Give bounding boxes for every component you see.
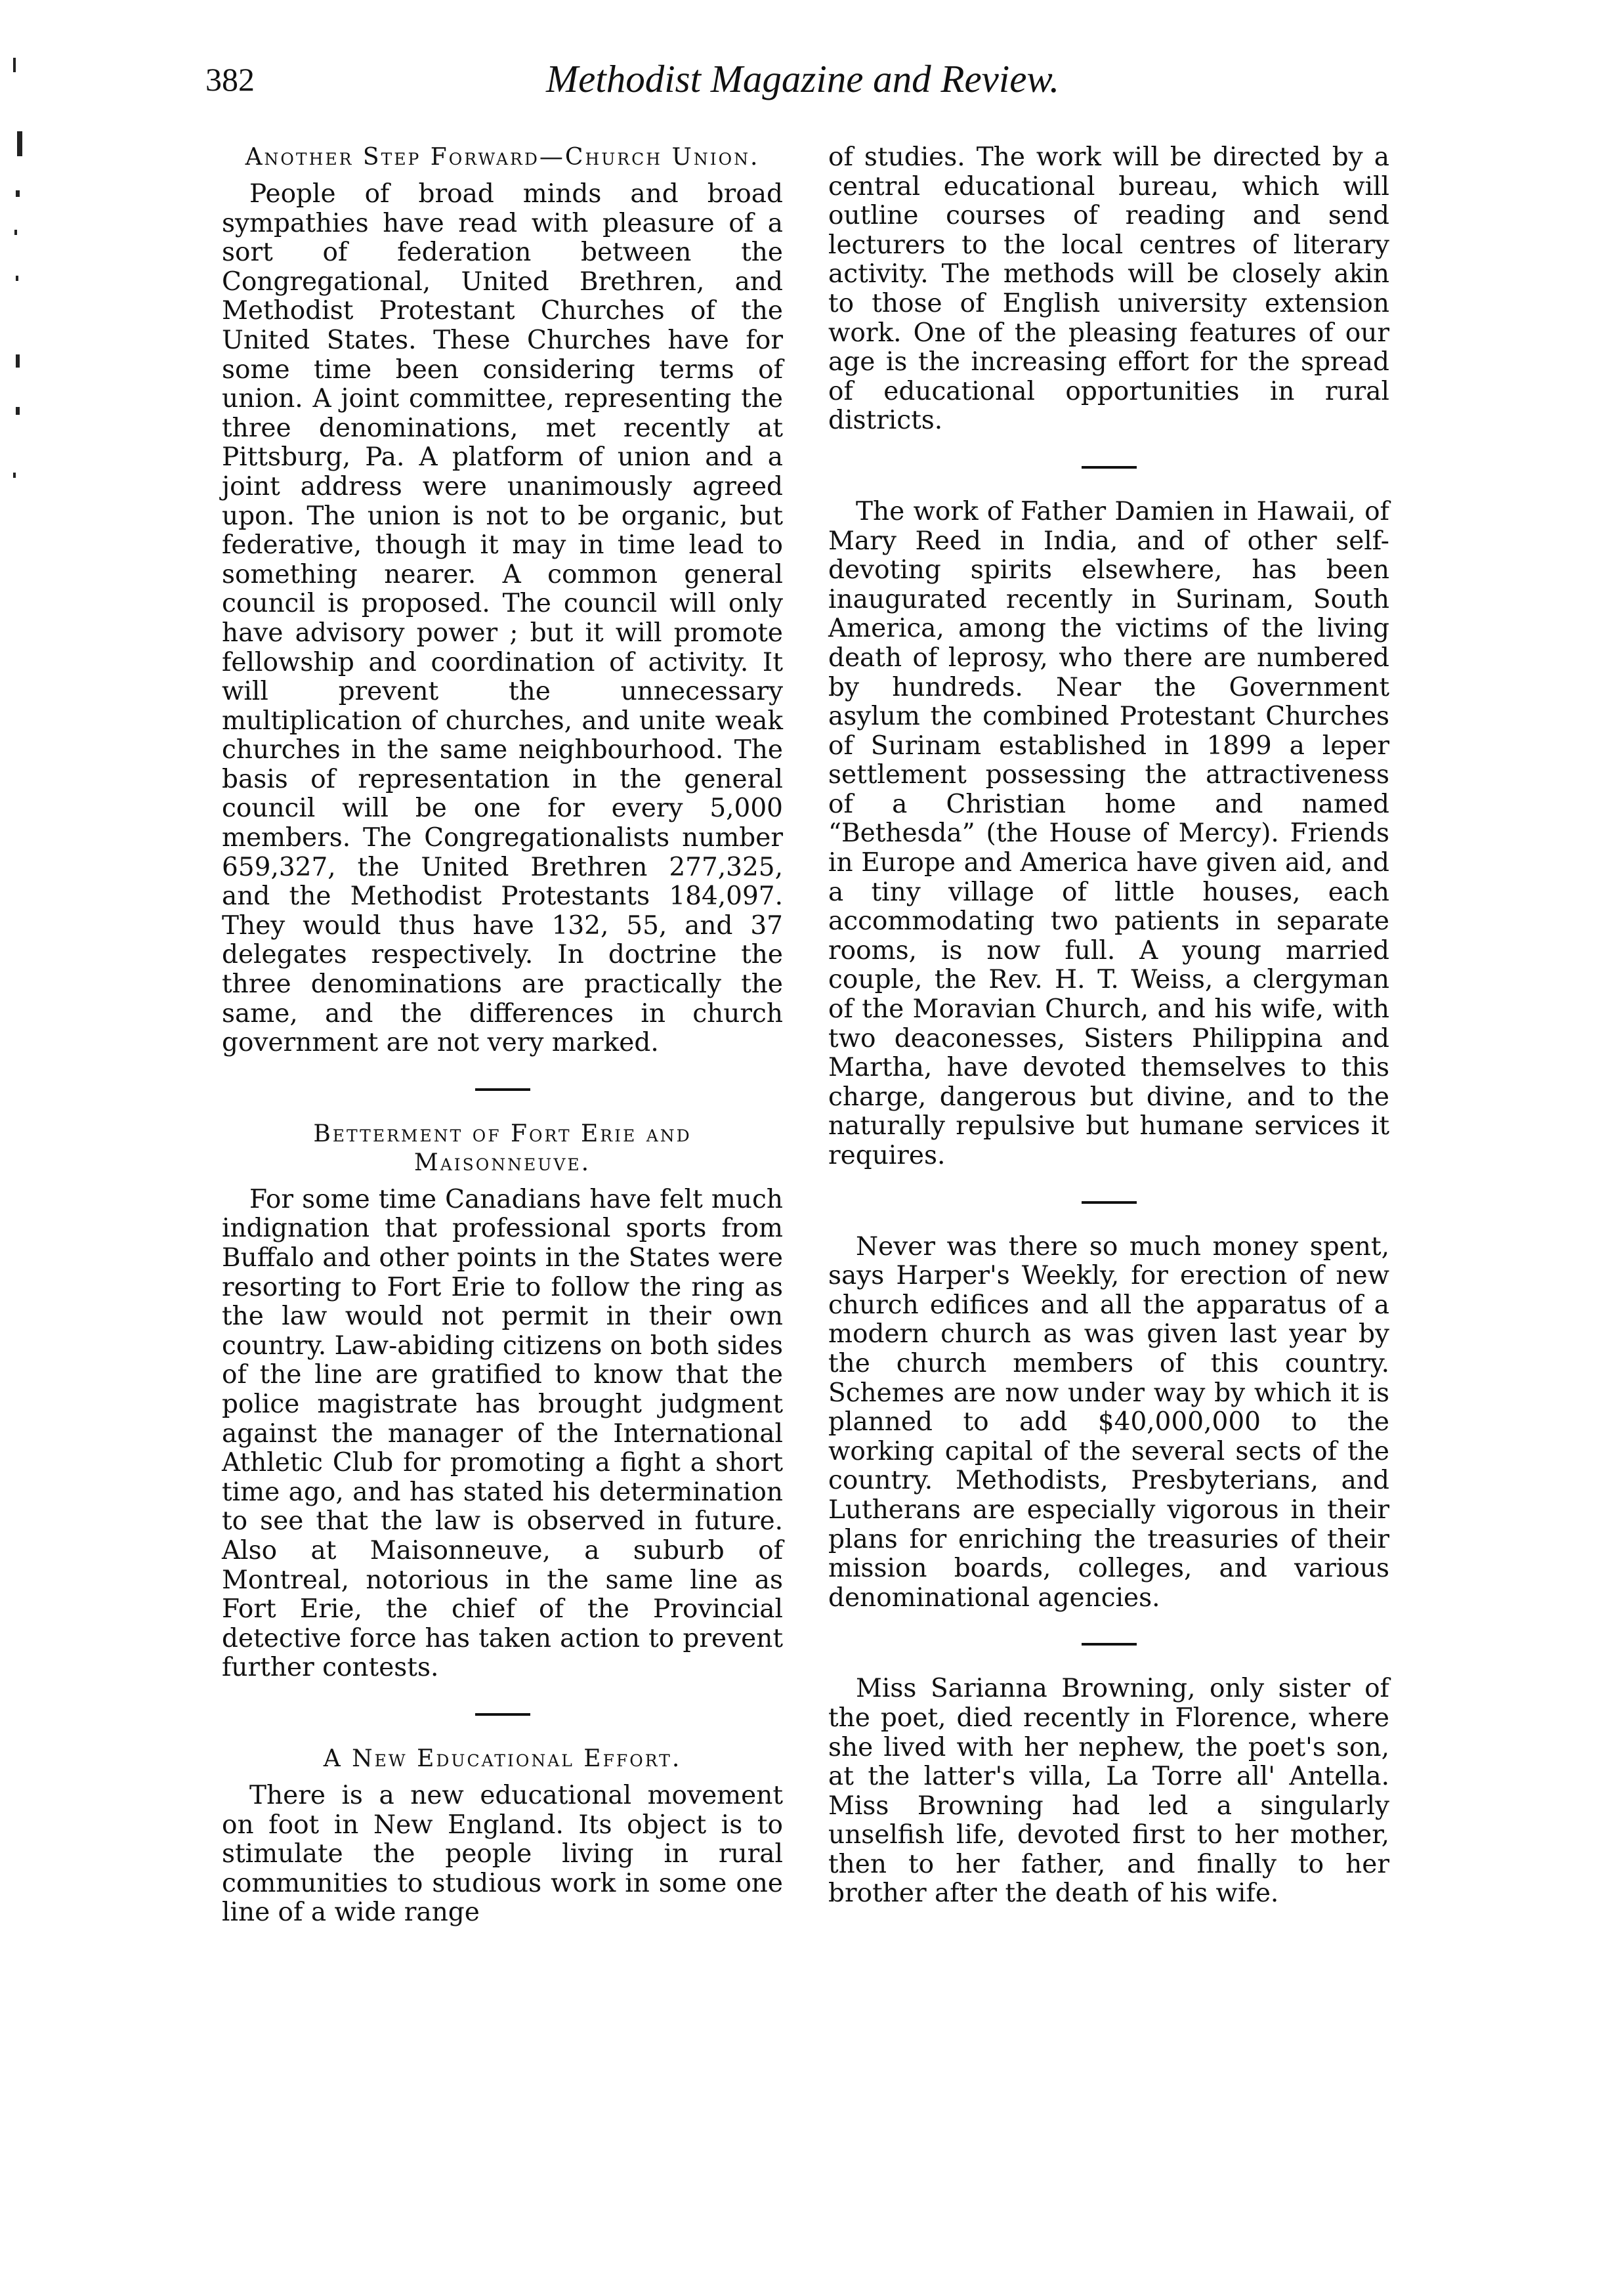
body-paragraph: The work of Father Damien in Hawaii, of Mary Reed in India, and of other self-devoting spirits elsewhere, has been inaugurated recently in Surinam, South America, among the victims of the living death of leprosy, who there are numbered by hundreds. Near the Government asylum the combined Protestant Churches of Surinam established in 1899 a leper settlement possessing the attractiveness of a Christian home and named “Bethesda” (the House of Mercy). Friends in Europe and America have given aid, and a tiny village of little houses, each accommodating two patients in separate rooms, is now full. A young married couple, the Rev. H. T. Weiss, a clergyman of the Moravian Church, and his wife, with two deaconesses, Sisters Philippina and Martha, have devoted themselves to this charge, dangerous but divine, and to the naturally repulsive but humane services it requires. xyxy=(828,496,1389,1170)
section-divider xyxy=(475,1713,530,1716)
section-divider xyxy=(1082,466,1137,469)
right-column xyxy=(828,143,1389,1909)
section-heading: Another Step Forward—Church Union. xyxy=(245,144,760,171)
section-heading: Betterment of Fort Erie and Maisonneuve. xyxy=(313,1120,692,1176)
body-paragraph: People of broad minds and broad sympathies have read with pleasure of a sort of federation between the Congregational, United Brethren, and Methodist Protestant Churches of the United States. These Churches have for some time been considering terms of union. A joint committee, representing the three denominations, met recently at Pittsburg, Pa. A platform of union and a joint address were unanimously agreed upon. The union is not to be organic, but federative, though it may in time lead to something nearer. A common general council is proposed. The council will only have advisory power ; but it will promote fellowship and coordination of activity. It will prevent the unnecessary multiplication of churches, and unite weak churches in the same neighbourhood. The basis of representation in the general council will be one for every 5,000 members. The Congregationalists number 659,327, the United Brethren 277,325, and the Methodist Protestants 184,097. They would thus have 132, 55, and 37 delegates respectively. In doctrine the three denominations are practically the same, and the differences in church government are not very marked. xyxy=(222,179,783,1058)
body-paragraph: There is a new educational movement on foot in New England. Its object is to stimulate the people living in rural communities to studious work in some one line of a wide range xyxy=(222,1780,783,1928)
section-divider xyxy=(1082,1201,1137,1204)
body-paragraph: Never was there so much money spent, says Harper's Weekly, for erection of new church edifices and all the apparatus of a modern church as was given last year by the church members of this country. Schemes are now under way by which it is planned to add $40,000,000 to the working capital of the several sects of the country. Methodists, Presbyterians, and Lutherans are especially vigorous in their plans for enriching the treasuries of their mission boards, colleges, and various denominational agencies. xyxy=(828,1231,1389,1613)
body-paragraph: of studies. The work will be directed by a central educational bureau, which will outline courses of reading and send lecturers to the local centres of literary activity. The methods will be closely akin to those of English university extension work. One of the pleasing features of our age is the increasing effort for the spread of educational opportunities in rural districts. xyxy=(828,142,1389,436)
section-divider xyxy=(475,1088,530,1091)
left-column xyxy=(222,143,783,1928)
body-paragraph: Miss Sarianna Browning, only sister of the poet, died recently in Florence, where she lived with her nephew, the poet's son, at the latter's villa, La Torre all' Antella. Miss Browning had led a singularly unselfish life, devoted first to her mother, then to her father, and finally to her brother after the death of his wife. xyxy=(828,1674,1389,1909)
page-number: 382 xyxy=(205,61,255,98)
running-title: Methodist Magazine and Review. xyxy=(546,57,1060,100)
section-heading: A New Educational Effort. xyxy=(323,1745,682,1772)
section-divider xyxy=(1082,1643,1137,1646)
body-paragraph: For some time Canadians have felt much indignation that professional sports from Buffalo and other points in the States were resorting to Fort Erie to follow the ring as the law would not permit in their own country. Law-abiding citizens on both sides of the line are gratified to know that the police magistrate has brought judgment against the manager of the International Athletic Club for promoting a fight a short time ago, and has stated his determination to see that the law is observed in future. Also at Maisonneuve, a suburb of Montreal, notorious in the same line as Fort Erie, the chief of the Provincial detective force has taken action to prevent further contests. xyxy=(222,1184,783,1683)
